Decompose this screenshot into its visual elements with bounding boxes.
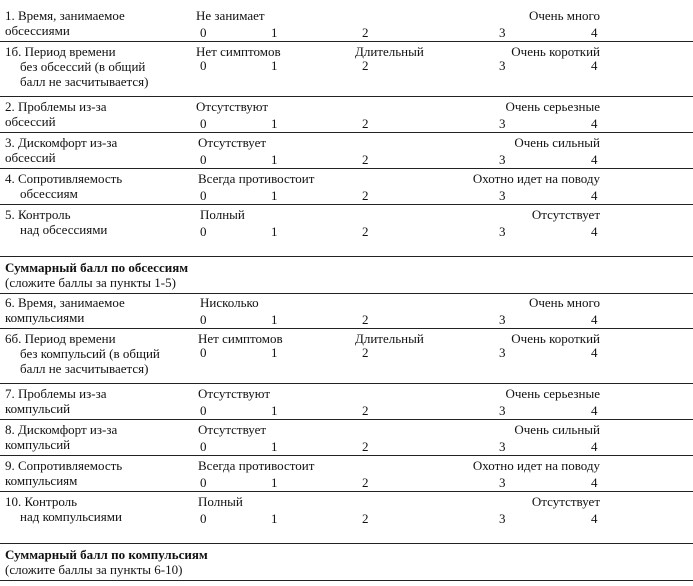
scale-value-3[interactable]: 3: [499, 439, 506, 454]
question-label: 10. Контроль: [5, 494, 78, 509]
scale-value-0[interactable]: 0: [200, 116, 207, 131]
scale-anchor-low: Не занимает: [196, 8, 265, 23]
scale-value-3[interactable]: 3: [499, 403, 506, 418]
question-label: компульсий: [5, 437, 71, 452]
scale-value-4[interactable]: 4: [591, 152, 598, 167]
scale-value-0[interactable]: 0: [200, 403, 207, 418]
scale-value-1[interactable]: 1: [271, 475, 278, 490]
question-row: [0, 96, 693, 98]
scale-anchor-low: Всегда противостоит: [198, 458, 315, 473]
question-label: 1б. Период времени: [5, 44, 116, 59]
scale-value-2[interactable]: 2: [362, 116, 369, 131]
scale-value-3[interactable]: 3: [499, 312, 506, 327]
question-label: 5. Контроль: [5, 207, 71, 222]
scale-value-2[interactable]: 2: [362, 511, 369, 526]
scale-value-0[interactable]: 0: [200, 188, 207, 203]
scale-value-1[interactable]: 1: [271, 188, 278, 203]
scale-anchor-low: Всегда противостоит: [198, 171, 315, 186]
question-row: [0, 383, 693, 385]
question-label: 4. Сопротивляемость: [5, 171, 123, 186]
scale-value-0[interactable]: 0: [200, 439, 207, 454]
scale-value-4[interactable]: 4: [591, 116, 598, 131]
scale-anchor-low: Нет симптомов: [196, 44, 281, 59]
summary-compulsions-divider: [0, 543, 693, 545]
scale-value-3[interactable]: 3: [499, 152, 506, 167]
question-row: [0, 204, 693, 206]
scale-value-0[interactable]: 0: [200, 345, 207, 360]
question-label: 7. Проблемы из-за: [5, 386, 107, 401]
summary-obsessions-title-text: Суммарный балл по обсессиям: [5, 260, 189, 275]
question-label: балл не засчитывается): [20, 74, 149, 89]
scale-anchor-low: Полный: [198, 494, 243, 509]
question-label: 9. Сопротивляемость: [5, 458, 123, 473]
scale-anchor-low: Нет симптомов: [198, 331, 283, 346]
question-row: [0, 168, 693, 170]
question-label: обсессий: [5, 114, 56, 129]
scale-anchor-low: Отсутствуют: [198, 386, 271, 401]
summary-obsessions-divider: [0, 256, 693, 258]
scale-value-0[interactable]: 0: [200, 152, 207, 167]
scale-value-1[interactable]: 1: [271, 116, 278, 131]
scale-value-3[interactable]: 3: [499, 345, 506, 360]
question-label: 6б. Период времени: [5, 331, 116, 346]
question-row: [0, 419, 693, 421]
question-row: [0, 41, 693, 43]
question-label: 6. Время, занимаемое: [5, 295, 125, 310]
scale-value-4[interactable]: 4: [591, 475, 598, 490]
scale-value-1[interactable]: 1: [271, 25, 278, 40]
scale-value-2[interactable]: 2: [362, 475, 369, 490]
summary-obsessions-hint: (сложите баллы за пункты 1-5): [5, 275, 176, 290]
question-label: обсессий: [5, 150, 56, 165]
question-label: балл не засчитывается): [20, 361, 149, 376]
scale-value-2[interactable]: 2: [362, 312, 369, 327]
question-row: [0, 328, 693, 330]
scale-value-3[interactable]: 3: [499, 116, 506, 131]
summary-obsessions-title: [5, 260, 188, 276]
question-label: компульсиям: [5, 473, 78, 488]
question-label: над компульсиями: [20, 509, 122, 524]
scale-anchor-high: Охотно идет на поводу: [472, 171, 600, 186]
scale-anchor-high: Отсутствует: [531, 207, 600, 222]
scale-anchor-high: Очень много: [528, 295, 600, 310]
scale-anchor-mid: Длительный: [355, 331, 424, 346]
question-label: 8. Дискомфорт из-за: [5, 422, 118, 437]
scale-value-2[interactable]: 2: [362, 224, 369, 239]
scale-value-3[interactable]: 3: [499, 188, 506, 203]
scale-value-2[interactable]: 2: [362, 188, 369, 203]
scale-value-4[interactable]: 4: [591, 58, 598, 73]
scale-value-4[interactable]: 4: [591, 188, 598, 203]
scale-value-3[interactable]: 3: [499, 511, 506, 526]
scale-value-3[interactable]: 3: [499, 25, 506, 40]
scale-anchor-high: Отсутствует: [531, 494, 600, 509]
scale-anchor-high: Очень много: [528, 8, 600, 23]
question-label: над обсессиями: [20, 222, 108, 237]
scale-value-2[interactable]: 2: [362, 345, 369, 360]
scale-value-4[interactable]: 4: [591, 345, 598, 360]
scale-value-0[interactable]: 0: [200, 58, 207, 73]
scale-value-0[interactable]: 0: [200, 25, 207, 40]
scale-value-1[interactable]: 1: [271, 439, 278, 454]
scale-value-0[interactable]: 0: [200, 312, 207, 327]
scale-value-1[interactable]: 1: [271, 345, 278, 360]
scale-anchor-low: Полный: [200, 207, 245, 222]
summary-compulsions-title-text: Суммарный балл по компульсиям: [5, 547, 208, 562]
question-row: [0, 455, 693, 457]
scale-value-3[interactable]: 3: [499, 475, 506, 490]
scale-anchor-high: Очень сильный: [514, 135, 600, 150]
scale-anchor-low: Нисколько: [200, 295, 259, 310]
question-label: обсессиям: [20, 186, 78, 201]
scale-value-1[interactable]: 1: [271, 224, 278, 239]
scale-value-0[interactable]: 0: [200, 511, 207, 526]
scale-anchor-low: Отсутствует: [198, 422, 267, 437]
scale-value-1[interactable]: 1: [271, 511, 278, 526]
scale-anchor-low: Отсутствует: [198, 135, 267, 150]
scale-value-0[interactable]: 0: [200, 224, 207, 239]
question-label: 1. Время, занимаемое: [5, 8, 125, 23]
scale-value-1[interactable]: 1: [271, 58, 278, 73]
scale-anchor-high: Очень серьезные: [505, 386, 600, 401]
scale-anchor-high: Очень короткий: [511, 331, 600, 346]
scale-value-2[interactable]: 2: [362, 152, 369, 167]
question-label: компульсий: [5, 401, 71, 416]
question-row: [0, 491, 693, 493]
summary-obsessions-bottom-divider: [0, 293, 693, 295]
scale-anchor-high: Охотно идет на поводу: [472, 458, 600, 473]
scale-value-2[interactable]: 2: [362, 439, 369, 454]
scale-value-2[interactable]: 2: [362, 403, 369, 418]
summary-compulsions-bottom-divider: [0, 580, 693, 582]
question-label: 2. Проблемы из-за: [5, 99, 107, 114]
scale-anchor-high: Очень сильный: [514, 422, 600, 437]
scale-value-1[interactable]: 1: [271, 152, 278, 167]
scale-value-4[interactable]: 4: [591, 439, 598, 454]
question-row: [0, 132, 693, 134]
scale-anchor-high: Очень серьезные: [505, 99, 600, 114]
scale-value-4[interactable]: 4: [591, 403, 598, 418]
scale-anchor-high: Очень короткий: [511, 44, 600, 59]
question-label: компульсиями: [5, 310, 85, 325]
scale-value-1[interactable]: 1: [271, 403, 278, 418]
scale-anchor-mid: Длительный: [355, 44, 424, 59]
scale-value-0[interactable]: 0: [200, 475, 207, 490]
question-label: обсессиями: [5, 23, 70, 38]
question-label: без компульсий (в общий: [20, 346, 160, 361]
summary-compulsions-hint: (сложите баллы за пункты 6-10): [5, 562, 183, 577]
scale-value-4[interactable]: 4: [591, 25, 598, 40]
scale-value-2[interactable]: 2: [362, 58, 369, 73]
scale-value-1[interactable]: 1: [271, 312, 278, 327]
summary-compulsions-title: [5, 547, 208, 563]
scale-value-2[interactable]: 2: [362, 25, 369, 40]
scale-value-4[interactable]: 4: [591, 312, 598, 327]
question-label: без обсессий (в общий: [20, 59, 146, 74]
scale-value-3[interactable]: 3: [499, 58, 506, 73]
question-label: 3. Дискомфорт из-за: [5, 135, 118, 150]
scale-value-4[interactable]: 4: [591, 511, 598, 526]
scale-value-3[interactable]: 3: [499, 224, 506, 239]
scale-value-4[interactable]: 4: [591, 224, 598, 239]
scale-anchor-low: Отсутствуют: [196, 99, 269, 114]
